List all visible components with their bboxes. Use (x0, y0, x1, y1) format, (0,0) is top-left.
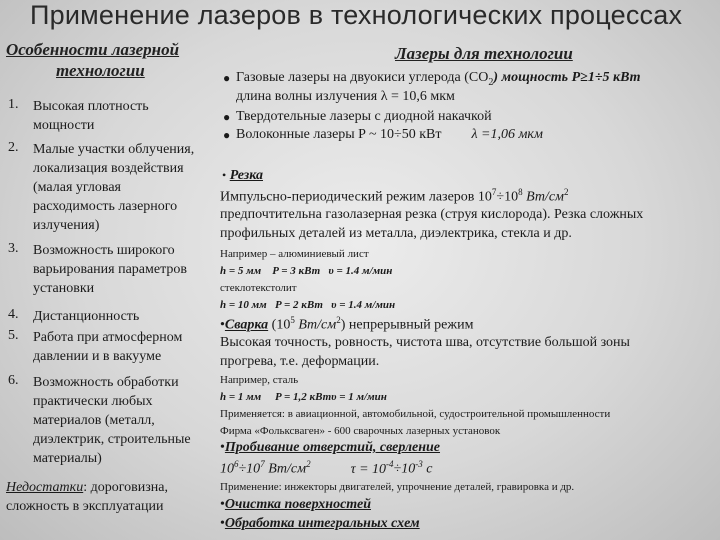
welding-desc-1: Высокая точность, ровность, чистота шва, отсутствие большой зоны (220, 335, 630, 350)
cutting-label: Резка (229, 168, 263, 183)
example-aluminium-params: h = 5 мм P = 3 кВт υ = 1.4 м/мин (220, 265, 393, 277)
list-item-text: Малые участки облучения, (33, 142, 195, 157)
welding-a: (10 (268, 317, 291, 333)
drawbacks-text-2: сложность в эксплуатации (6, 499, 164, 514)
fiber-laser-power: Волоконные лазеры P ~ 10÷50 кВт (236, 127, 442, 142)
welding-desc-2: прогрева, т.е. деформации. (220, 354, 380, 369)
page-title: Применение лазеров в технологических процессах (30, 0, 683, 30)
co2-wavelength: длина волны излучения λ = 10,6 мкм (236, 89, 455, 104)
sup: 5 (290, 315, 295, 325)
drawbacks (6, 480, 168, 496)
ic-label: Обработка интегральных схем (224, 516, 420, 531)
drilling-unit-s: с (422, 461, 433, 477)
drilling-label: Пробивание отверстий, сверление (224, 440, 441, 455)
list-item-text: установки (33, 281, 95, 296)
cutting-mode-unit: Вт/см (522, 189, 564, 205)
drilling-a: 10 (220, 461, 234, 477)
drilling-application: Применение: инжекторы двигателей, упрочнение деталей, гравировка и др. (220, 481, 575, 493)
cutting-heading: • Резка (222, 168, 263, 183)
drilling-heading: •Пробивание отверстий, сверление (220, 440, 441, 455)
list-item-text: излучения) (33, 218, 100, 233)
cleaning-heading: •Очистка поверхностей (220, 497, 371, 512)
sup: -3 (415, 459, 423, 469)
example-steel: Например, сталь (220, 374, 299, 386)
cutting-desc-1: предпочтительна газолазерная резка (струя кислорода). Резка сложных (220, 207, 644, 222)
co2-power: ) мощность P≥1÷5 кВт (493, 70, 641, 85)
co2-sub: 2 (488, 76, 494, 88)
welding-application: Применяется: в авиационной, автомобильной, судостроительной промышленности (220, 408, 611, 420)
list-item-number: 1. (8, 97, 19, 112)
welding-heading: •Сварка ($10^5$ $Вт/см^2$) непрерывный режим (220, 315, 474, 333)
list-item-text: материалы) (33, 451, 102, 466)
co2-text: Газовые лазеры на двуокиси углерода (CO (236, 70, 489, 85)
list-item-text: Возможность широкого (33, 243, 175, 258)
list-item-number: 4. (8, 307, 19, 322)
bullet-dot: ● (223, 110, 231, 124)
example-steel-params: h = 1 мм P = 1,2 кВтυ = 1 м/мин (220, 391, 387, 403)
list-item-text: расходимость лазерного (33, 199, 178, 214)
example-textolite-params: h = 10 мм P = 2 кВт υ = 1.4 м/мин (220, 299, 396, 311)
right-header: Лазеры для технологии (395, 44, 573, 63)
cutting-mode-text: Импульсно-периодический режим лазеров 10 (220, 189, 492, 205)
drilling-e: ÷10 (393, 461, 416, 477)
ic-heading: •Обработка интегральных схем (220, 516, 420, 531)
cutting-desc-2: профильных деталей из металла, диэлектрика, стекла и др. (220, 226, 572, 241)
drilling-params (220, 459, 432, 478)
solid-state-laser: Твердотельные лазеры с диодной накачкой (236, 109, 492, 124)
sup: 6 (234, 459, 239, 469)
sup: 8 (518, 187, 523, 197)
list-item-text: Работа при атмосферном (33, 330, 183, 345)
sup: 7 (260, 459, 265, 469)
left-header-line2: технологии (56, 61, 145, 80)
sup: 2 (306, 459, 311, 469)
list-item-text: материалов (металл, (33, 413, 155, 428)
drilling-b: ÷10 (238, 461, 261, 477)
fiber-laser (236, 127, 543, 143)
drawbacks-text-1: : дороговизна, (83, 480, 168, 495)
bullet-dot: ● (223, 71, 231, 85)
list-item-text: Дистанционность (33, 309, 140, 324)
drilling-tau: τ = 10 (350, 461, 387, 477)
welding-label: Сварка (224, 317, 269, 333)
sup: 2 (563, 187, 569, 197)
welding-unit: Вт/см (294, 317, 337, 333)
list-item-text: диэлектрик, строительные (33, 432, 191, 447)
list-item-text: мощности (33, 118, 95, 133)
list-item-text: Высокая плотность (33, 99, 149, 114)
fiber-laser-wavelength: λ =1,06 мкм (471, 127, 543, 142)
list-item-text: локализация воздействия (33, 161, 184, 176)
left-header-line1: Особенности лазерной (6, 40, 180, 59)
co2-laser-line (236, 70, 641, 88)
example-aluminium: Например – алюминиевый лист (220, 248, 369, 260)
sup: -4 (386, 459, 394, 469)
sup: 7 (491, 187, 497, 197)
list-item-text: давлении и в вакууме (33, 349, 162, 364)
list-item-text: (малая угловая (33, 180, 121, 195)
drilling-unit: Вт/см (264, 461, 307, 477)
list-item-text: практически любых (33, 394, 153, 409)
list-item-number: 6. (8, 373, 19, 388)
list-item-number: 5. (8, 328, 19, 343)
example-textolite: стеклотекстолит (220, 282, 297, 294)
bullet-dot: ● (223, 128, 231, 142)
drawbacks-label: Недостатки (6, 480, 84, 495)
list-item-number: 3. (8, 241, 19, 256)
cutting-mode-mid: ÷10 (496, 189, 519, 205)
sup: 2 (336, 315, 341, 325)
list-item-text: Возможность обработки (33, 375, 179, 390)
cleaning-label: Очистка поверхностей (224, 497, 371, 512)
volkswagen-note: Фирма «Фольксваген» - 600 сварочных лазерных установок (220, 425, 501, 437)
list-item-number: 2. (8, 140, 19, 155)
cutting-mode (220, 187, 568, 206)
list-item-text: варьирования параметров (33, 262, 187, 277)
welding-mode: ) непрерывный режим (340, 317, 474, 333)
